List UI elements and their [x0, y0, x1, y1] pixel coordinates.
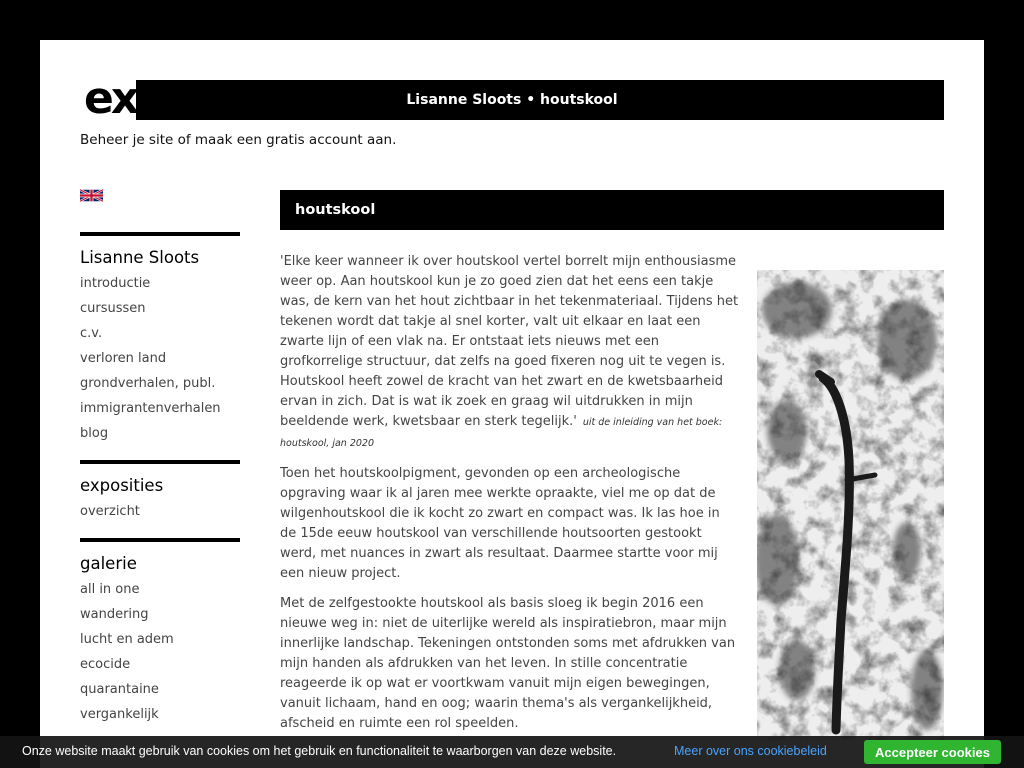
quote-source: uit de inleiding van het boek: houtskool, jan 2020	[280, 417, 723, 449]
sidebar-group-exposities	[80, 460, 240, 524]
site-title: Lisanne Sloots • houtskool	[406, 92, 618, 108]
header-bar	[80, 73, 944, 124]
sidebar-item-verloren-land[interactable]: verloren land	[80, 351, 167, 366]
paragraph: Toen het houtskoolpigment, gevonden op een archeologische opgraving waar ik al jaren mee werkte opraakte, viel me op dat de wilgenhoutskool die ik kocht zo zwart en compact was. Ik las hoe in de 15de eeuw houtskool van verschillende houtsoorten gestookt werd, met nuances in zwart als resultaat. Daarmee startte voor mij een nieuw project.	[280, 466, 720, 581]
sidebar-item-vergankelijk[interactable]: vergankelijk	[80, 707, 159, 722]
sidebar-item-grondverhalen[interactable]: grondverhalen, publ.	[80, 376, 216, 391]
cookie-banner	[0, 736, 1024, 768]
quote-paragraph	[280, 252, 740, 454]
cookie-policy-link[interactable]: Meer over ons cookiebeleid	[674, 744, 827, 758]
uk-flag-icon[interactable]	[80, 189, 103, 202]
sidebar-item-lucht-en-adem[interactable]: lucht en adem	[80, 632, 174, 647]
sidebar-divider	[80, 232, 240, 236]
sidebar-heading-galerie[interactable]: galerie	[80, 554, 137, 573]
sidebar-item-overzicht[interactable]: overzicht	[80, 504, 140, 519]
sidebar-divider	[80, 460, 240, 464]
sidebar-nav	[80, 232, 240, 741]
page-heading: houtskool	[280, 190, 944, 230]
sidebar-heading-exposities[interactable]: exposities	[80, 476, 164, 495]
sidebar-item-ecocide[interactable]: ecocide	[80, 657, 131, 672]
charcoal-artwork-image	[757, 270, 944, 740]
sidebar-heading-lisanne-sloots[interactable]: Lisanne Sloots	[80, 248, 200, 267]
content-text	[280, 252, 740, 744]
cookie-message: Onze website maakt gebruik van cookies om het gebruik en functionaliteit te waarborgen van deze website.	[22, 744, 617, 758]
sidebar-item-blog[interactable]: blog	[80, 426, 109, 441]
sidebar-group-lisanne-sloots	[80, 232, 240, 446]
sidebar-item-introductie[interactable]: introductie	[80, 276, 151, 291]
quote-text: 'Elke keer wanneer ik over houtskool vertel borrelt mijn enthousiasme weer op. Aan houtskool kun je zo goed zien dat het eens een takje was, de kern van het hout zichtbaar in het tekenmateriaal. Tijdens het tekenen wordt dat takje al snel korter, valt uit elkaar en laat een zwarte lijn of een vlak na. Er ontstaat iets nieuws met een grofkorrelige structuur, dat zelfs na goed fixeren nog uit te vegen is. Houtskool heeft zowel de kracht van het zwart en de kwetsbaarheid ervan in zich. Dat is wat ik zoek en graag wil uitdrukken in mijn beeldende werk, kwetsbaar en sterk tegelijk.'	[280, 254, 739, 429]
sidebar-group-galerie	[80, 538, 240, 727]
accept-cookies-button[interactable]: Accepteer cookies	[864, 740, 1001, 764]
sidebar-item-wandering[interactable]: wandering	[80, 607, 149, 622]
page-container	[40, 40, 984, 768]
paragraph: Met de zelfgestookte houtskool als basis sloeg ik begin 2016 een nieuwe weg in: niet de uiterlijke wereld als inspiratiebron, maar mijn innerlijke landschap. Tekeningen ontstonden soms met afdrukken van mijn handen als afdrukken van het leven. In stille concentratie reageerde ik op wat er voortkwam vanuit mijn eigen bewegingen, vanuit lichaam, hand en oog; waarin thema's als vergankelijkheid, afscheid en ruimte een rol speelden.	[280, 596, 736, 731]
sidebar-item-all-in-one[interactable]: all in one	[80, 582, 140, 597]
sidebar-item-cv[interactable]: c.v.	[80, 326, 103, 341]
sidebar-item-cursussen[interactable]: cursussen	[80, 301, 146, 316]
sidebar-item-immigrantenverhalen[interactable]: immigrantenverhalen	[80, 401, 221, 416]
logo-text: exto	[84, 73, 182, 124]
account-link[interactable]: Beheer je site of maak een gratis account aan.	[80, 132, 397, 148]
sidebar-divider	[80, 538, 240, 542]
sidebar-item-quarantaine[interactable]: quarantaine	[80, 682, 159, 697]
